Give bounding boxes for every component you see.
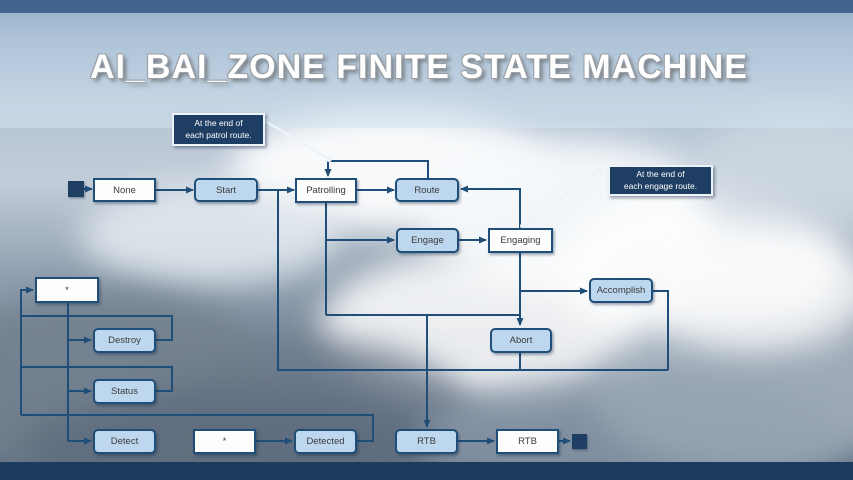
edge-engaging-to-route [461,189,520,228]
callout-patrol-route [172,113,265,146]
final-state-marker [572,434,587,449]
edge-left-trunk-to-star1 [21,290,33,415]
state-node-detected: Detected [294,429,357,454]
edge-accomplish-return [653,291,668,370]
engage-callout-leader [523,169,601,226]
state-node-abort: Abort [490,328,552,353]
leader-endpoint-dot [598,166,604,172]
state-node-start: Start [194,178,258,202]
patrol-callout-leader [265,121,329,159]
state-node-detect: Detect [93,429,156,454]
callout-text-line: At the end of [636,169,685,180]
state-node-star-1: * [35,277,99,303]
state-node-engaging: Engaging [488,228,553,253]
state-node-status: Status [93,379,156,404]
callout-text-line: At the end of [194,118,243,129]
leader-endpoint-dot [326,156,332,162]
state-node-rtb-1: RTB [395,429,458,454]
state-node-patrolling: Patrolling [295,178,357,203]
callout-engage-route [608,165,713,196]
state-node-destroy: Destroy [93,328,156,353]
page-title: AI_BAI_ZONE FINITE STATE MACHINE [90,48,748,86]
state-node-rtb-2: RTB [496,429,559,454]
state-node-none: None [93,178,156,202]
state-node-accomplish: Accomplish [589,278,653,303]
edge-route-to-patrolling [328,161,428,178]
state-node-engage: Engage [396,228,459,253]
state-node-star-2: * [193,429,256,454]
bottom-bar [0,462,853,480]
state-node-route: Route [395,178,459,202]
initial-state-marker [68,181,84,197]
callout-text-line: each engage route. [623,180,698,191]
callout-text-line: each patrol route. [185,129,252,140]
